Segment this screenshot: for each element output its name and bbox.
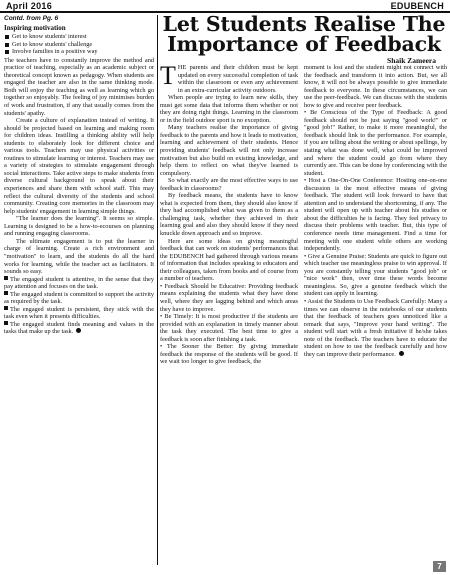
quote-paragraph: "The learner does the learning". It seems so simple. Learning is designed to be a how-to-ecourses on planning and running engaging classrooms. [4, 215, 154, 238]
issue-date: April 2016 [6, 0, 53, 11]
feedback-point: • Give a Genuine Praise: Students are quick to figure out which teacher use meaningless praise to win approval. If you are constantly telling your students "good job" or "nice work" then, over time these words become meaningless. So, give a genuine feedback which the student can apply in learning. [304, 252, 447, 298]
paragraph-text: HE parents and their children must be kept updated on every successful completion of task within the classroom or even any achievement in an extra-curricular activity outdoors. [177, 64, 298, 94]
engagement-text: The engaged student is persistent, they stick with the task even when it presents difficulties. [4, 305, 154, 321]
article-column-1 [160, 64, 298, 564]
feedback-point: • Be Conscious of the Type of Feedback: A good feedback should not be just saying "good work!" or "good job!" Rather, to make it more meaningful, the feedback should link to the performance. For example, if you are telling about the writing or about spellings, by stating what was done well, what could be improved and where the student could go from where they currently are. This can be done by conferencing with the student. [304, 109, 447, 177]
paragraph: The ultimate engagement is to put the learner in charge of learning. Create a rich environment and "motivation" to learn, and the students do all the hard works for learning, while the teacher act as facilitators. It sounds so easy. [4, 237, 154, 276]
point-text: Assist the Students to Use Feedback Carefully: Many a times we can observe in the notebooks of our students that the feedback of teachers goes unnoticed like a remark that says, "Improve your hand writing". The student will start with a fresh initiative if he/she takes note of the feedback. The teachers have to educate the student on how to use the feedback carefully and how they can improve their performance. [304, 297, 447, 358]
article-title: Let Students Realise The Importance of Feedback [162, 12, 446, 56]
engagement-point [4, 291, 154, 306]
feedback-point: • Host a One-On-One Conference: Hosting one-on-one discussion is the most effective means of giving feedback. The student will look forward to have that attention and to understand the shortcoming, if any. The student will open up with teacher about his studies or about the difficulties he is facing. They feel privacy to discuss their problems with teacher. But, this type of conference needs time management. Find a time for meeting with one student while others are working independently. [304, 177, 447, 253]
point-text: Host a One-On-One Conference: Hosting one-on-one discussion is the most effective means of giving feedback. The student will look forward to have that attention and to understand the shortcoming, if any. The student will open up with teacher about his studies or about the difficulties he is facing. They feel privacy to discuss their problems with teacher. But, this type of conference needs time management. Find a time for meeting with one student while others are working independently. [304, 177, 447, 253]
column-divider [157, 15, 158, 565]
engagement-point [4, 306, 154, 321]
square-bullet-icon [4, 306, 8, 310]
section-subhead: Inspiring motivation [4, 23, 66, 32]
engagement-point [4, 321, 154, 336]
point-text: Feedback Should be Educative: Providing feedback means explaining the students what they have done well, where they are lagging behind and which areas they have to improve. [160, 282, 298, 313]
feedback-point: • The Sooner the Better: By giving immediate feedback the response of the students will be good. If we wait too longer to give feedback, the [160, 343, 298, 366]
motivation-list [4, 33, 154, 56]
list-item: Get to know students' challenge [4, 41, 154, 49]
paragraph: So what exactly are the most effective ways to use feedback in classrooms? [160, 177, 298, 192]
article-author: Shaik Zameera [387, 56, 436, 65]
point-text: Be Timely: It is most productive if the students are provided with an explanation in timely manner about the task they executed. The best time to give a feedback is soon after finishing a task. [160, 313, 298, 343]
square-bullet-icon [4, 291, 8, 295]
paragraph: When people are trying to learn new skills, they must get some data that informs them whether or not they are doing right things. Learning in the classroom or in the field outdoor sport is no exception. [160, 94, 298, 124]
list-item: Involve families in a positive way [4, 48, 154, 56]
point-text: Give a Genuine Praise: Students are quick to figure out which teacher use meaningless praise to win approval. If you are constantly telling your students "good job" or "nice work" then, over time these words become meaningless. So, give a genuine feedback which the student can apply in learning. [304, 252, 447, 298]
square-bullet-icon [4, 276, 8, 280]
feedback-point: • Assist the Students to Use Feedback Carefully: Many a times we can observe in the notebooks of our students that the feedback of teachers goes unnoticed like a remark that says, "Improve your hand writing". The student will start with a fresh initiative if he/she takes note of the feedback. The teachers have to educate the student on how to use the feedback carefully and how they can improve their performance. [304, 297, 447, 358]
engagement-point [4, 276, 154, 291]
paragraph: Here are some ideas on giving meaningful feedback that can work on students' performances that the EDUBENCH had gathered through various means of information that includes speaking to educators and their colleagues, taken from books and of course from a number of teachers. [160, 237, 298, 283]
publication-name: EDUBENCH [390, 0, 444, 11]
point-text: The Sooner the Better: By giving immediate feedback the response of the students will be good. If we wait too longer to give feedback, the [160, 343, 298, 366]
engagement-text: The engaged student is committed to support the activity as required by the task. [4, 290, 154, 306]
paragraph [160, 64, 298, 94]
continued-from-label: Contd. from Pg. 6 [4, 15, 59, 22]
engagement-text: The engaged student finds meaning and values in the tasks that make up the task. [4, 320, 154, 336]
drop-cap: T [160, 64, 176, 90]
paragraph: By feedback means, the students have to know what is expected from them, they should also know if they had accomplished what was given to them as a challenging task, whether they achieved in their learning goal and also they should know if they need knuckle down approach and so improve. [160, 192, 298, 238]
end-mark-icon [76, 328, 81, 333]
list-item: Get to know students' interest [4, 33, 154, 41]
end-mark-icon [399, 351, 404, 356]
paragraph: The teachers have to constantly improve the method and practice of teaching, especially as an academic subject or theoretical concept known as pedagogy. When students are engaged the teacher are also in the same thinking mode. Both will enjoy the teaching as well as learning which go together so enjoyably. The feeling of joy minimises burden of work and frustration, if any that usually comes from the students' apathy. [4, 56, 154, 117]
square-bullet-icon [4, 321, 8, 325]
point-text: Be Conscious of the Type of Feedback: A good feedback should not be just saying "good work!" or "good job!" Rather, to make it more meaningful, the feedback should link to the performance. For example, if you are telling about the writing or about spellings, by stating what was done well, what could be improved and where the student could go from where they currently are. This can be done by conferencing with the student. [304, 109, 447, 177]
paragraph: Create a culture of explanation instead of writing. It should be projected based on learning and making room for children ideas. Instilling a thinking ability will help students to elaborately look for different choice and various tools. Teachers may use physical activities or routines to stimulate learning or interest. Teachers may use a variety of strategies to stimulate engagement through social interactions. Take active steps to make students from diverse cultural background to speak about their experiences and share them with school staff. This may reflect the cultural diversity of the students and school community. Creating core memories in the classroom may help students' engagement in learning simple things. [4, 117, 154, 215]
article-column-2 [304, 64, 447, 564]
feedback-point: • Be Timely: It is most productive if the students are provided with an explanation in timely manner about the task they executed. The best time to give a feedback is soon after finishing a task. [160, 313, 298, 343]
paragraph: moment is lost and the student might not connect with the feedback and transform it into action. But, we all know, it will not be always possible to give immediate feedback to everyone. In these circumstances, we can use the peer-feedback. We can discuss with the students how to give and receive peer feedback. [304, 64, 447, 109]
page-number: 7 [433, 561, 446, 572]
paragraph: Many teachers realise the importance of giving feedback to the parents and how it leads to motivation, learning and achievement of their students. Hence providing students' feedback will not only increase motivation but also build on existing knowledge, and help them to reflect on what they've learned is compulsory. [160, 124, 298, 177]
feedback-point: • Feedback Should be Educative: Providing feedback means explaining the students what they have done well, where they are lagging behind and which areas they have to improve. [160, 282, 298, 313]
engagement-text: The engaged student is attentive, in the sense that they pay attention and focuses on the task. [4, 275, 154, 291]
continued-column [4, 15, 154, 560]
